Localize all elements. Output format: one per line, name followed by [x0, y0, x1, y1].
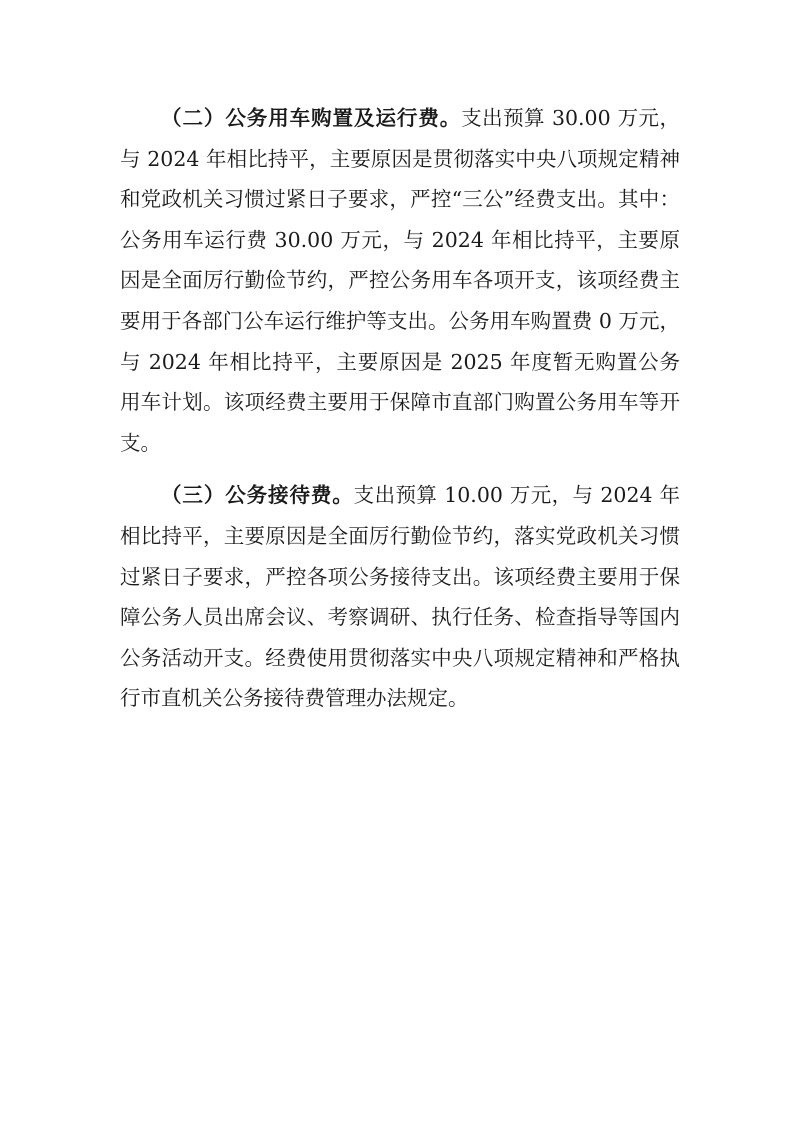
- section-text: 支出预算 10.00 万元，与 2024 年相比持平，主要原因是全面厉行勤俭节约，落实党政机关习惯过紧日子要求，严控各项公务接待支出。该项经费主要用于保障公务人员出席会议、考察调研、执行任务、检查指导等国内公务活动开支。经费使用贯彻落实中央八项规定精神和严格执行市直机关公务接待费管理办法规定。: [120, 483, 680, 711]
- document-body: [120, 98, 680, 719]
- section-reception-costs: [120, 475, 680, 719]
- section-text: 支出预算 30.00 万元，与 2024 年相比持平，主要原因是贯彻落实中央八项规定精神和党政机关习惯过紧日子要求，严控“三公”经费支出。其中：公务用车运行费 30.00 万元，与 2024 年相比持平，主要原因是全面厉行勤俭节约，严控公务用车各项开支，该项经费主要用于各部门公车运行维护等支出。公务用车购置费 0 万元，与 2024 年相比持平，主要原因是 2025 年度暂无购置公务用车计划。该项经费主要用于保障市直部门购置公务用车等开支。: [120, 106, 680, 455]
- section-vehicle-costs: [120, 98, 680, 463]
- section-heading: （二）公务用车购置及运行费。: [161, 106, 462, 130]
- section-heading: （三）公务接待费。: [161, 483, 354, 508]
